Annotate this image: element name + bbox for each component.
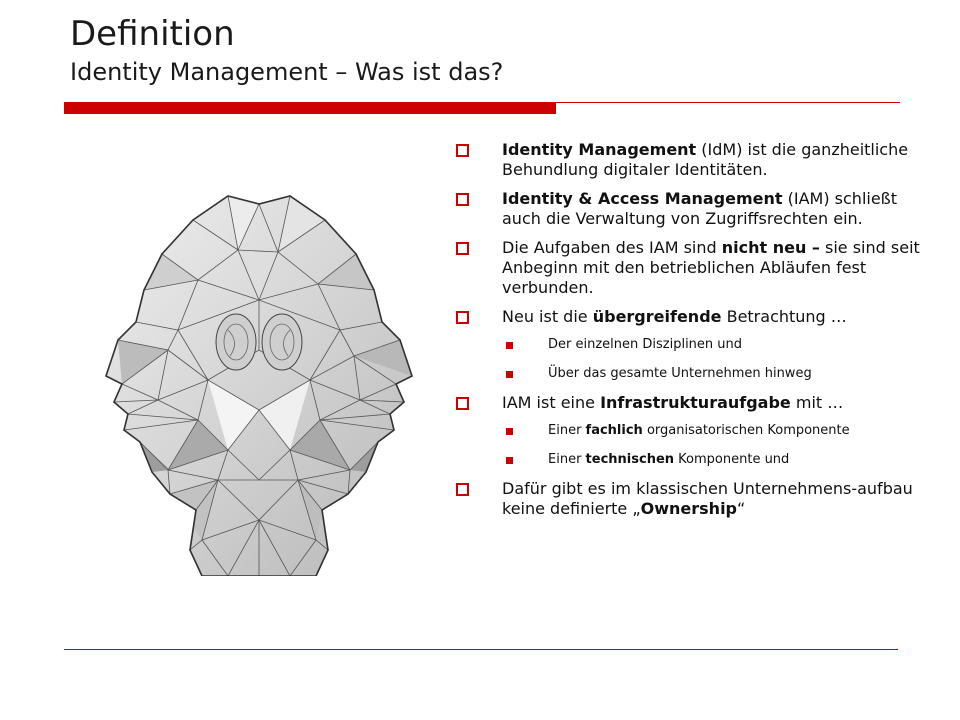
sub-bullet-item (502, 364, 930, 384)
hollow-square-bullet-icon (456, 397, 469, 410)
hollow-square-bullet-icon (456, 242, 469, 255)
bullet-text: “ (737, 499, 746, 518)
sub-bullet-text: Einer (548, 452, 586, 467)
bullet-text: (IAM) schließt auch die Verwaltung von Zugriffsrechten ein. (502, 189, 898, 228)
filled-square-bullet-icon (506, 371, 513, 378)
bullet-text: sie sind seit Anbeginn mit den betrieblichen Abläufen fest verbunden. (502, 238, 920, 297)
sub-bullet-item (502, 335, 930, 355)
bullet-bold: Identity & Access Management (502, 189, 783, 208)
bullet-text: Dafür gibt es im klassischen Unternehmens-aufbau keine definierte „ (502, 479, 913, 518)
bullet-bold: Ownership (640, 499, 738, 518)
filled-square-bullet-icon (506, 428, 513, 435)
bullet-text: IAM ist eine (502, 393, 601, 412)
sub-bullet-bold: technischen (585, 452, 675, 467)
bullet-item (450, 307, 930, 384)
sub-bullet-text: Der einzelnen Disziplinen und (548, 337, 743, 352)
bullet-item (450, 479, 930, 519)
slide-subtitle: Identity Management – Was ist das? (70, 58, 504, 86)
bullet-bold: übergreifende (592, 307, 722, 326)
bullet-item (450, 393, 930, 470)
bullet-text: (IdM) ist die ganzheitliche Behundlung digitaler Identitäten. (502, 140, 909, 179)
filled-square-bullet-icon (506, 342, 513, 349)
title-divider-thick (64, 102, 556, 114)
sub-bullet-list (502, 335, 930, 384)
sub-bullet-list (502, 421, 930, 470)
hollow-square-bullet-icon (456, 311, 469, 324)
sub-bullet-item (502, 450, 930, 470)
bullet-item (450, 238, 930, 298)
sub-bullet-text: Über das gesamte Unternehmen hinweg (548, 366, 812, 381)
hollow-square-bullet-icon (456, 483, 469, 496)
bullet-item (450, 140, 930, 180)
sub-bullet-bold: fachlich (585, 423, 643, 438)
hollow-square-bullet-icon (456, 144, 469, 157)
sub-bullet-text: Einer (548, 423, 586, 438)
bullet-list (450, 140, 930, 528)
slide-title: Definition (70, 14, 235, 54)
bullet-item (450, 189, 930, 229)
bullet-bold: Identity Management (502, 140, 697, 159)
filled-square-bullet-icon (506, 457, 513, 464)
bullet-bold: nicht neu – (721, 238, 820, 257)
bullet-text: mit … (790, 393, 844, 412)
bullet-text: Neu ist die (502, 307, 593, 326)
bullet-bold: Infrastrukturaufgabe (600, 393, 791, 412)
sub-bullet-item (502, 421, 930, 441)
bullet-text: Betrachtung … (721, 307, 847, 326)
two-faced-wireframe-head-icon (78, 180, 440, 576)
hollow-square-bullet-icon (456, 193, 469, 206)
sub-bullet-text: organisatorischen Komponente (642, 423, 850, 438)
bullet-text: Die Aufgaben des IAM sind (502, 238, 722, 257)
title-divider-thin (556, 102, 900, 103)
sub-bullet-text: Komponente und (674, 452, 790, 467)
footer-divider (64, 649, 898, 650)
